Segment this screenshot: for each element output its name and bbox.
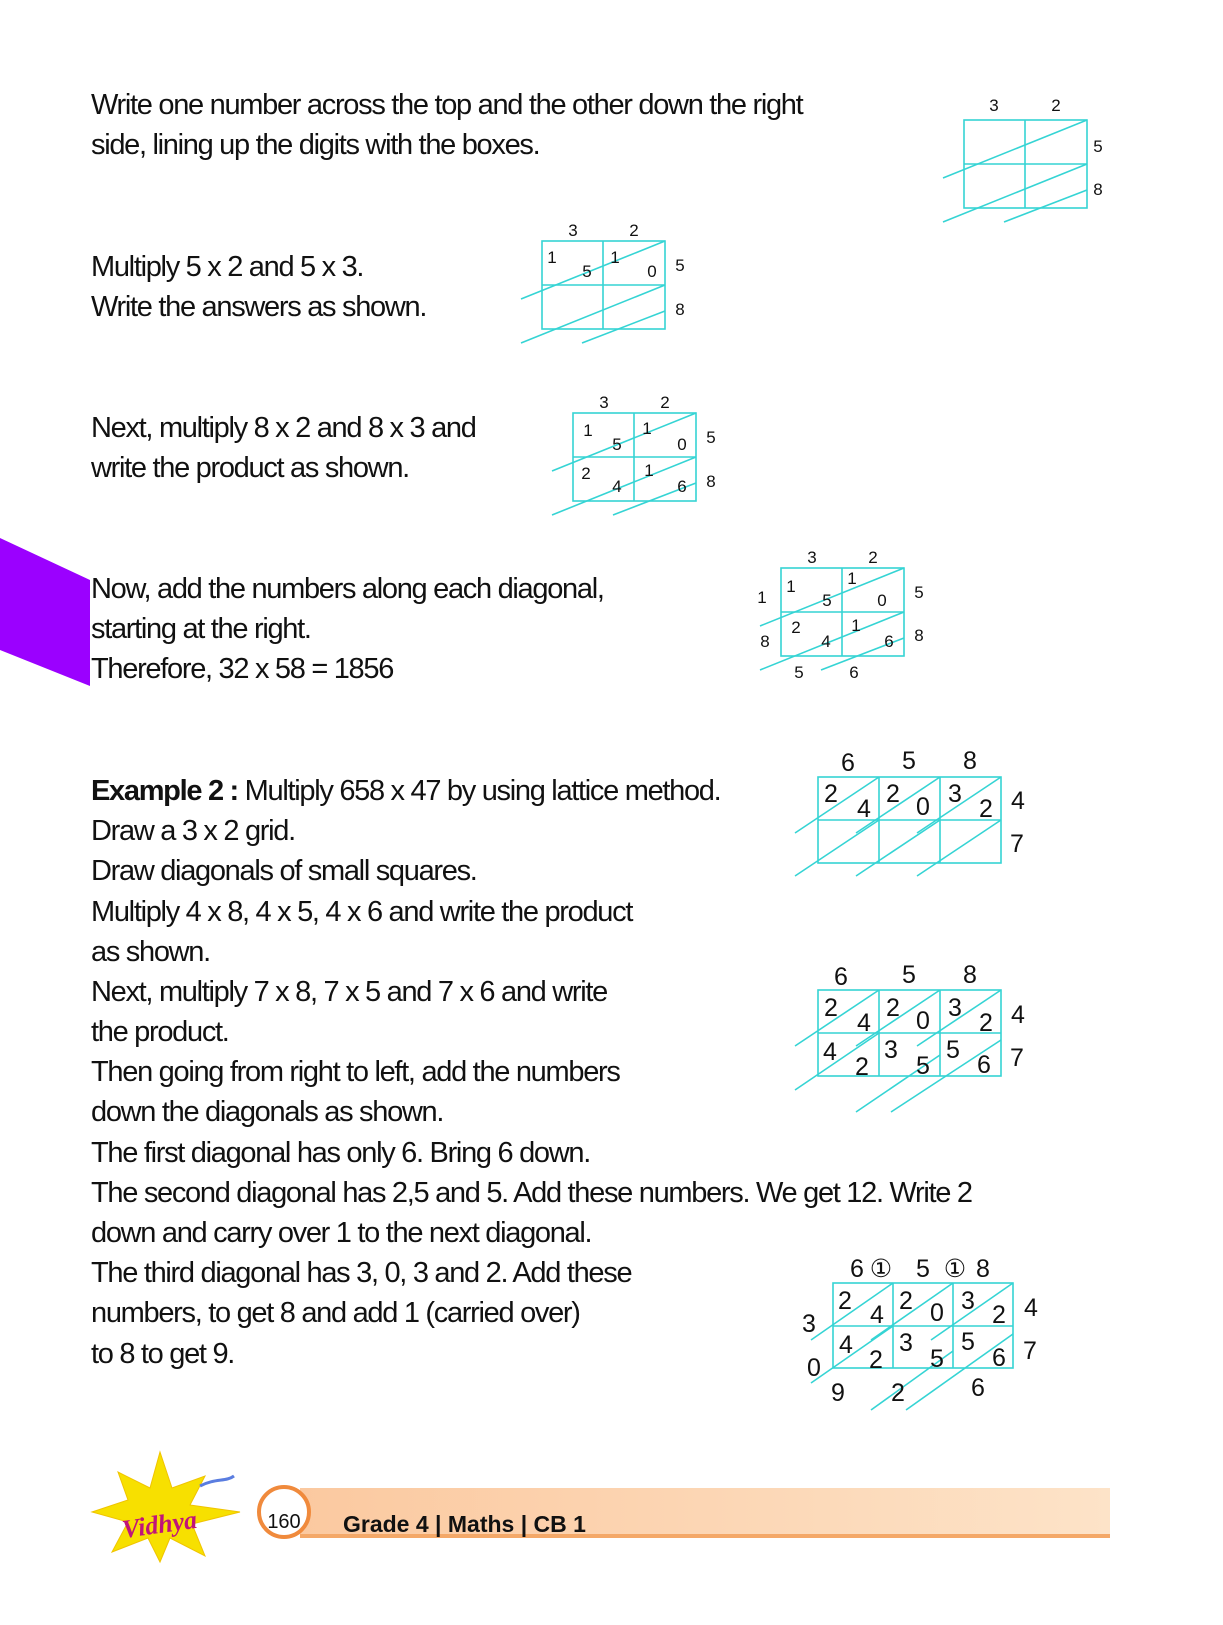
lattice-7 [802,1255,1038,1410]
lattice-6-cell-digit: 2 [824,994,838,1022]
lattice-4-cell-digit: 1 [851,616,861,635]
lattice-1-grid [943,120,1087,222]
lattice-5-cell-digit: 0 [916,793,930,821]
lattice-3-cell-digit: 6 [677,477,687,496]
lattice-2 [521,221,685,343]
lattice-4-bottom-digit: 5 [794,663,804,682]
lattice-7-cell-digit: 3 [961,1287,975,1315]
lattice-6-cell-digit: 4 [857,1009,871,1037]
lattice-2-cell-digit: 0 [647,262,657,281]
lattice-6-cell-digit: 6 [977,1051,991,1079]
example2-label: Example 2 : [91,775,238,807]
lattice-6-top-digit: 6 [834,963,848,991]
lattice-6-top-digit: 5 [902,961,916,989]
lattice-5-top-digit: 8 [963,747,977,775]
lattice-4-top-digit: 2 [868,548,878,567]
lattice-5-cell-digit: 3 [948,780,962,808]
example2-title: Multiply 658 x 47 by using lattice method. [244,775,721,807]
example2-line4: Multiply 4 x 8, 4 x 5, 4 x 6 and write the product [91,896,633,928]
lattice-7-cell-digit: 5 [961,1328,975,1356]
lattice-3-cell-digit: 5 [612,435,622,454]
lattice-6-cell-digit: 0 [916,1007,930,1035]
example2-line6: Next, multiply 7 x 8, 7 x 5 and 7 x 6 and write [91,976,607,1008]
lattice-4 [757,548,923,682]
lattice-7-right-digit: 7 [1023,1337,1037,1365]
lattice-2-right-digit: 5 [675,256,685,275]
example2-line8: Then going from right to left, add the numbers [91,1056,620,1088]
lattice-6-top-digit: 8 [963,961,977,989]
lattice-3-grid [552,413,696,515]
example2-line3: Draw diagonals of small squares. [91,855,477,887]
lattice-7-cell-digit: 3 [899,1329,913,1357]
lattice-7-cell-digit: 2 [992,1301,1006,1329]
step3-line1: Next, multiply 8 x 2 and 8 x 3 and [91,412,476,444]
step3-line2: write the product as shown. [91,452,409,484]
lattice-4-cell-digit: 1 [786,577,796,596]
lattice-4-left-digit: 8 [760,632,770,651]
step2-line2: Write the answers as shown. [91,291,427,323]
lattice-2-cell-digit: 1 [547,248,557,267]
lattice-2-top-digit: 3 [568,221,578,240]
lattice-7-top-digit: 8 [976,1255,990,1283]
lattice-4-cell-digit: 0 [877,591,887,610]
lattice-5-cell-digit: 2 [979,795,993,823]
footer-text: Grade 4 | Maths | CB 1 [343,1511,586,1537]
lattice-6-cell-digit: 2 [855,1053,869,1081]
page-number: 160 [267,1511,301,1533]
lattice-7-cell-digit: 2 [838,1287,852,1315]
lattice-4-bottom-digit: 6 [849,663,859,682]
lattice-5-cell-digit: 4 [857,795,871,823]
step2-line1: Multiply 5 x 2 and 5 x 3. [91,251,364,283]
example2-line13: The third diagonal has 3, 0, 3 and 2. Add these [91,1257,632,1289]
lattice-3-cell-digit: 2 [581,464,591,483]
lattice-3-right-digit: 5 [706,428,716,447]
lattice-3-cell-digit: 1 [644,461,654,480]
lattice-6-cell-digit: 2 [886,994,900,1022]
example2-line10: The first diagonal has only 6. Bring 6 down. [91,1137,590,1169]
example2-line14: numbers, to get 8 and add 1 (carried over) [91,1297,580,1329]
lattice-5-right-digit: 4 [1011,787,1025,815]
step1-line2: side, lining up the digits with the boxes. [91,129,540,161]
lattice-5-cell-digit: 2 [886,780,900,808]
lattice-7-cell-digit: 2 [899,1287,913,1315]
lattice-7-cell-digit: 0 [930,1299,944,1327]
lattice-6-cell-digit: 5 [946,1036,960,1064]
lattice-3-top-digit: 2 [660,393,670,412]
lattice-7-bottom-digit: 6 [971,1374,985,1402]
lattice-4-cell-digit: 6 [884,632,894,651]
lattice-4-top-digit: 3 [807,548,817,567]
lattice-4-cell-digit: 2 [791,618,801,637]
lattice-4-carry-digit: 1 [847,569,857,588]
lattice-4-right-digit: 5 [914,583,924,602]
step4-result: Therefore, 32 x 58 = 1856 [91,653,394,685]
lattice-7-top-digit: 6 [850,1255,864,1283]
example2-line12: down and carry over 1 to the next diagonal. [91,1217,592,1249]
lattice-3-cell-digit: 1 [642,419,652,438]
example2-line7: the product. [91,1016,229,1048]
example2-line9: down the diagonals as shown. [91,1096,444,1128]
lattice-3 [552,393,716,515]
lattice-7-carry-mark: ① [943,1255,967,1283]
lattice-6-cell-digit: 3 [884,1036,898,1064]
lattice-1-right-digit: 5 [1093,137,1103,156]
lattice-6-right-digit: 4 [1011,1001,1025,1029]
lattice-6-cell-digit: 3 [948,994,962,1022]
example2-line5: as shown. [91,936,210,968]
lattice-6 [795,961,1025,1112]
lattice-7-left-digit: 3 [802,1310,816,1338]
lattice-7-cell-digit: 5 [930,1345,944,1373]
lattice-5 [795,747,1025,876]
lattice-7-right-digit: 4 [1024,1294,1038,1322]
lattice-2-top-digit: 2 [629,221,639,240]
lattice-5-cell-digit: 2 [824,780,838,808]
lattice-1-right-digit: 8 [1093,180,1103,199]
step4-line2: starting at the right. [91,613,311,645]
lattice-2-cell-digit: 1 [610,248,620,267]
lattice-6-right-digit: 7 [1010,1044,1024,1072]
logo-text: Vidhya [120,1504,199,1545]
lattice-4-cell-digit: 5 [822,591,832,610]
lattice-1-top-digit: 2 [1051,96,1061,115]
example2-line15: to 8 to get 9. [91,1338,235,1370]
lattice-2-grid [521,241,665,343]
lattice-7-left-digit: 0 [807,1354,821,1382]
lattice-3-top-digit: 3 [599,393,609,412]
lattice-4-left-digit: 1 [757,588,767,607]
lattice-5-top-digit: 6 [841,749,855,777]
example2-line11: The second diagonal has 2,5 and 5. Add these numbers. We get 12. Write 2 [91,1177,972,1209]
lattice-3-cell-digit: 0 [677,435,687,454]
lattice-7-top-digit: 5 [916,1255,930,1283]
lattice-7-bottom-digit: 2 [891,1379,905,1407]
example2-line2: Draw a 3 x 2 grid. [91,815,295,847]
lattice-4-cell-digit: 4 [821,632,831,651]
lattice-2-right-digit: 8 [675,300,685,319]
lattice-7-cell-digit: 4 [839,1331,853,1359]
lattice-7-cell-digit: 6 [992,1344,1006,1372]
step1-line1: Write one number across the top and the other down the right [91,89,803,121]
lattice-4-grid [760,568,904,670]
lattice-7-bottom-digit: 9 [831,1379,845,1407]
lattice-3-cell-digit: 1 [583,421,593,440]
lattice-3-cell-digit: 4 [612,477,622,496]
lattice-6-cell-digit: 4 [823,1038,837,1066]
lattice-6-cell-digit: 5 [916,1052,930,1080]
lattice-5-right-digit: 7 [1010,830,1024,858]
step4-line1: Now, add the numbers along each diagonal, [91,573,604,605]
lattice-4-right-digit: 8 [914,626,924,645]
lattice-7-cell-digit: 2 [869,1346,883,1374]
lattice-1 [943,96,1103,222]
lattice-5-top-digit: 5 [902,747,916,775]
lattice-6-cell-digit: 2 [979,1009,993,1037]
lattice-2-cell-digit: 5 [582,262,592,281]
lattice-3-right-digit: 8 [706,472,716,491]
lattice-7-cell-digit: 4 [870,1301,884,1329]
lattice-7-carry-mark: ① [869,1255,893,1283]
lattice-1-top-digit: 3 [989,96,999,115]
